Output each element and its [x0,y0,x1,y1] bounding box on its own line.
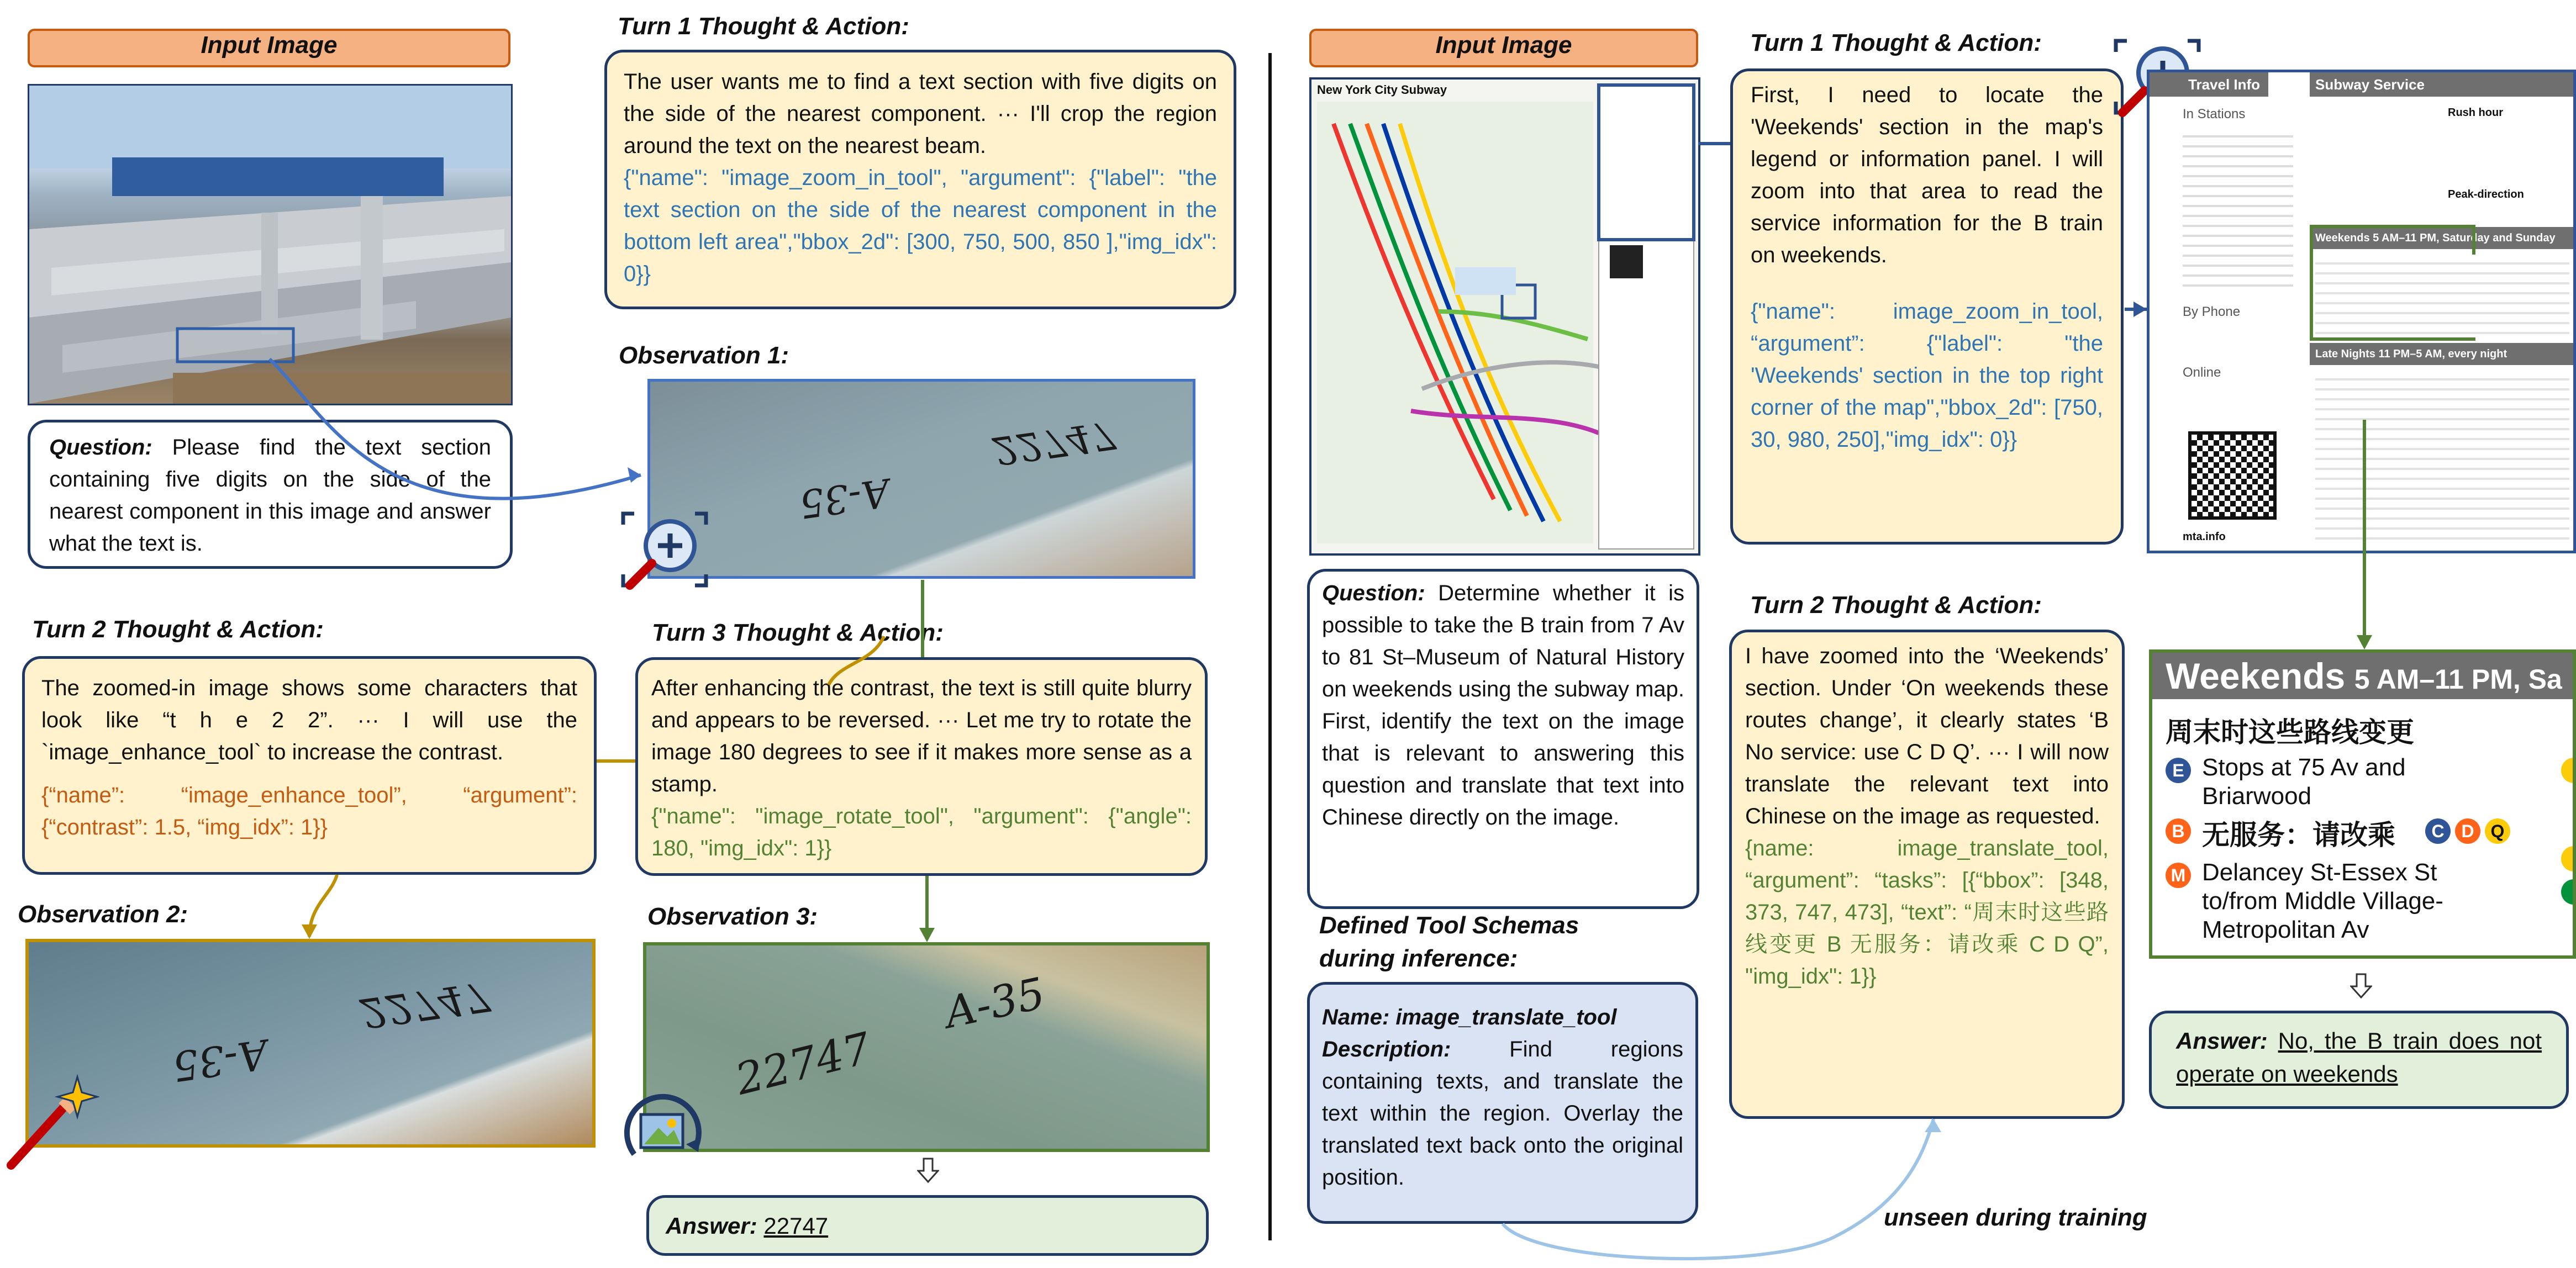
weekends-small-header: Weekends 5 AM–11 PM, Saturday and Sunday [2310,227,2576,249]
left-obs3-title: Observation 3: [647,903,818,930]
travel-info-header: Travel Info [2150,72,2268,97]
right-turn1-text: First, I need to locate the 'Weekends' section in the map's legend or information panel. I will zoom into that area to read the service information for the B train on weekends. [1751,83,2103,267]
turn3-text: After enhancing the contrast, the text is still quite blurry and appears to be reversed. ··· Let me try to rotate the image 180 degrees to see if it makes more sense as a stamp. [651,676,1192,796]
unseen-during-training-label: unseen during training [1884,1204,2147,1231]
in-stations-label: In Stations [2183,107,2246,121]
obs2-stamp-num: 22747 [357,972,493,1037]
turn2-code: {“name”: “image_enhance_tool”, “argument”: {“contrast”: 1.5, “img_idx”: 1}} [41,783,577,839]
map-title: New York City Subway [1317,83,1447,97]
left-obs1-title: Observation 1: [619,342,789,369]
route-b-text: 无服务：请改乘 [2202,820,2395,850]
peak-direction-label: Peak-direction [2448,188,2524,200]
left-turn1-title: Turn 1 Thought & Action: [618,13,909,40]
route-e-bullet: E [2166,758,2191,783]
right-turn1-title: Turn 1 Thought & Action: [1750,29,2042,56]
route-q-bullet: Q [2485,818,2510,844]
turn1-code: {"name": "image_zoom_in_tool", "argument": {"label": "the text section on the side of the nearest component in the bottom left area","bbox_2d": [300, 750, 500, 850 ],"img_idx": 0}} [624,166,1217,286]
obs1-stamp-num: 22747 [990,411,1119,474]
right-turn1-code: {"name": image_zoom_in_tool, “argument”: {"label": "the 'Weekends' section in the top right corner of the map","bbox_2d": [750, 30, 980, 250],"img_idx": 0}} [1751,299,2103,452]
turn1-text: The user wants me to find a text section with five digits on the side of the nearest component. ··· I'll crop the region around the text on the nearest beam. [624,70,1217,158]
left-input-header: Input Image [28,29,510,67]
route-e-text: Stops at 75 Av and Briarwood [2202,754,2406,810]
right-answer-value: No, the B train does not operate on weekends [2176,1028,2542,1087]
route-c-bullet: C [2425,818,2451,844]
obs3-stamp-num: 22747 [730,1023,876,1105]
left-answer-colon: : [749,1213,764,1239]
schema-name: Name: image_translate_tool [1322,1005,1617,1029]
by-phone-label: By Phone [2183,304,2241,319]
translated-subtitle: 周末时这些路线变更 [2166,717,2414,748]
right-turn2-text: I have zoomed into the ‘Weekends’ section. Under ‘On weekends these routes change’, it clearly states ‘B No service: use C D Q’. ··· I will now translate the relevant text into Chinese on the image as requested. [1745,644,2109,828]
rush-hour-label: Rush hour [2448,107,2503,119]
turn2-text: The zoomed-in image shows some characters that look like “t h e 2 2”. ··· I will use the `image_enhance_tool` to increase the contrast. [41,676,577,764]
schema-title-line1: Defined Tool Schemas [1319,912,1579,939]
right-input-header: Input Image [1309,29,1698,67]
obs1-stamp-a: A-35 [797,469,893,527]
right-answer-label: Answer: [2176,1028,2268,1054]
left-answer-label: Answer [666,1213,750,1239]
subway-service-header: Subway Service [2310,72,2576,97]
right-question-label: Question: [1322,581,1425,605]
obs3-stamp-a: A-35 [940,969,1050,1038]
turn3-code: {"name": "image_rotate_tool", "argument": {"angle": 180, "img_idx": 1}} [651,804,1192,860]
schema-desc-label: Description: [1322,1037,1451,1061]
schema-desc-text: Find regions containing texts, and translate the text within the region. Overlay the translated text back onto the original position. [1322,1037,1683,1190]
left-answer-value: 22747 [763,1213,829,1239]
weekends-banner-time: 5 AM–11 PM, Sa [2354,664,2562,695]
route-d-bullet: D [2455,818,2480,844]
obs2-stamp-a: A-35 [169,1029,271,1090]
route-m-text: Delancey St-Essex St to/from Middle Village-Metropolitan Av [2202,859,2443,943]
left-turn2-title: Turn 2 Thought & Action: [32,616,324,643]
route-m-bullet: M [2166,863,2191,888]
left-turn3-title: Turn 3 Thought & Action: [652,619,944,646]
mta-info-label: mta.info [2183,531,2226,543]
route-b-bullet: B [2166,818,2191,844]
question-text: Please find the text section containing five digits on the side of the nearest component in this image and answer what the text is. [49,435,491,556]
right-turn2-code: {name: image_translate_tool, “argument”: “tasks”: [{“bbox”: [348, 373, 747, 473], “text”: “周末时这些路线变更 B 无服务：请改乘 C D Q”, "img_idx": 1}} [1745,836,2109,989]
left-obs2-title: Observation 2: [18,901,188,928]
late-nights-header: Late Nights 11 PM–5 AM, every night [2310,343,2576,365]
online-label: Online [2183,365,2221,380]
weekends-banner-title: Weekends [2166,656,2346,696]
schema-title-line2: during inference: [1319,945,1518,972]
right-turn2-title: Turn 2 Thought & Action: [1750,591,2042,619]
question-label: Question: [49,435,152,459]
right-question-text: Determine whether it is possible to take the B train from 7 Av to 81 St–Museum of Natural History on weekends using the subway map. First, identify the text on the image that is relevant to answering this question and translate that text into Chinese directly on the image. [1322,581,1684,830]
